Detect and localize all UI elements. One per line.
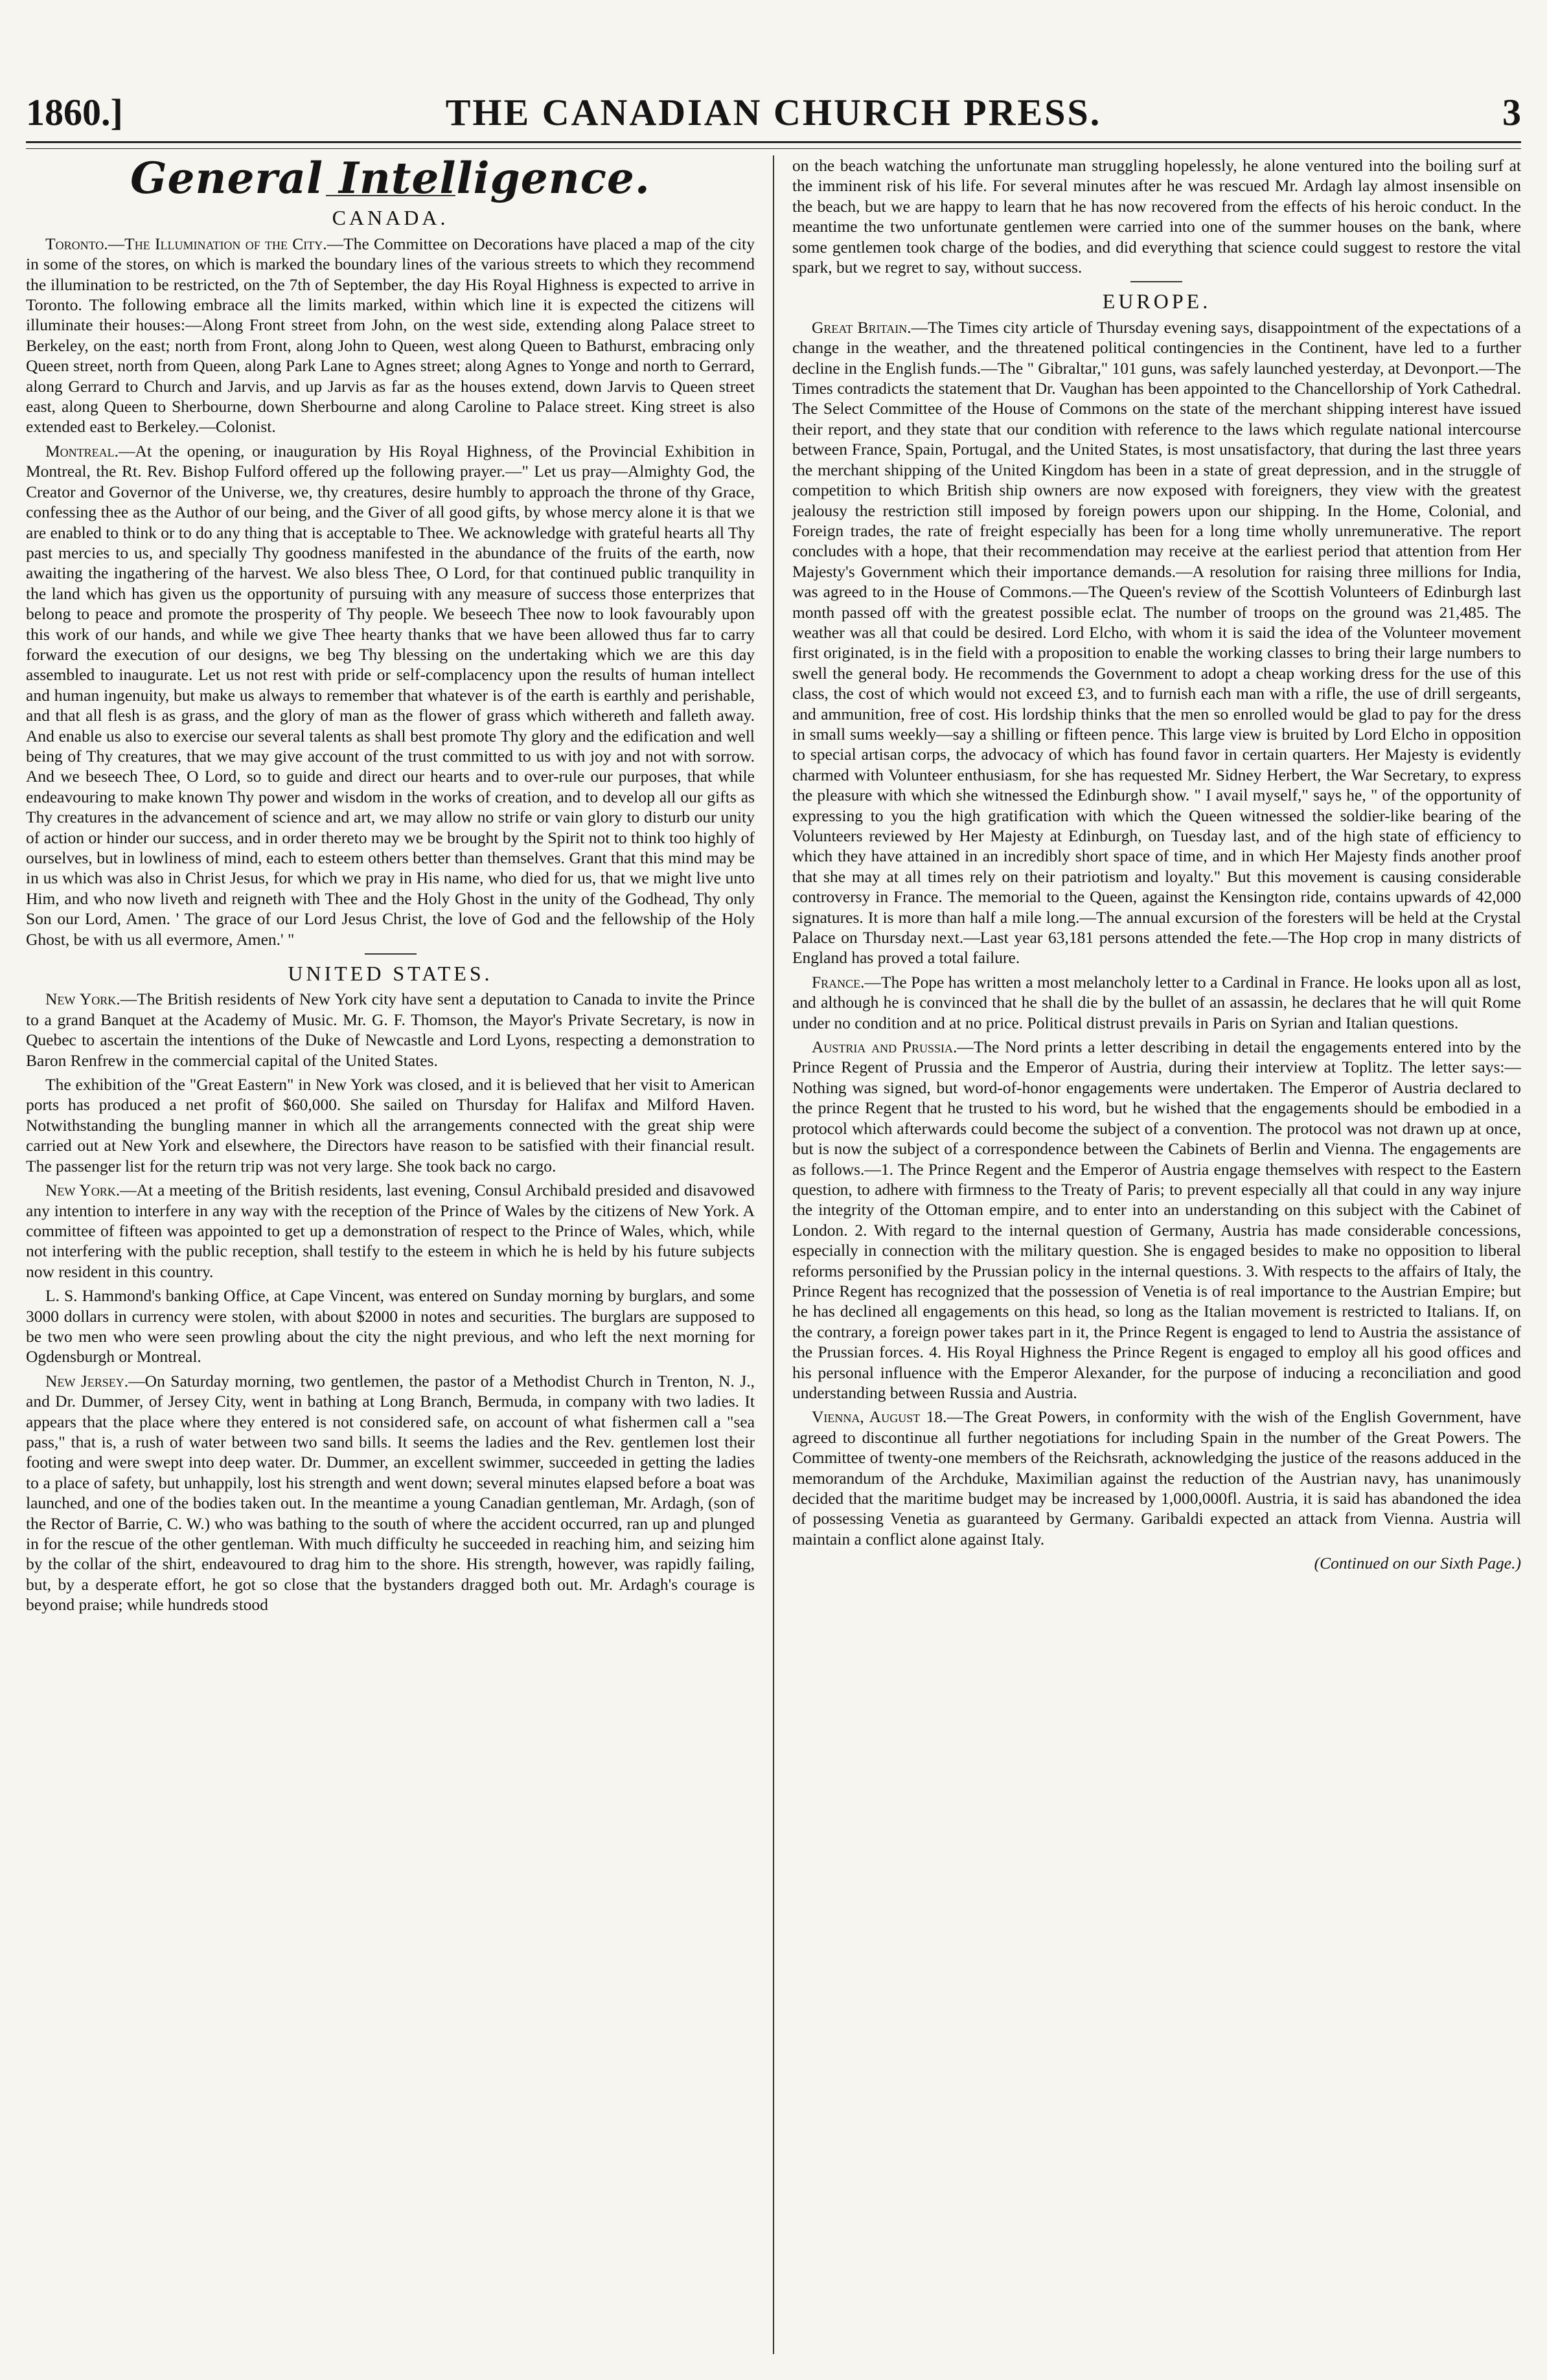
article-text: L. S. Hammond's banking Office, at Cape Vincent, was entered on Sunday morning by burglars, and some 3000 dollars in currency were stolen, with about $2000 in notes and securities. The burglars are supposed to be two men who were seen prowling about the city the night previous, and who left the next morning for Ogdensburgh or Montreal. (26, 1286, 755, 1366)
continued-note: (Continued on our Sixth Page.) (1314, 1554, 1521, 1573)
article-text: —At a meeting of the British residents, last evening, Consul Archibald presided and disavowed any intention to interfere in any way with the reception of the Prince of Wales by the citizens of New York. A committee of fifteen was appointed to get up a demonstration of respect to the Prince of Wales, which, while not interfering with the public reception, shall testify to the esteem in which he is held by his future subjects now resident in this country. (26, 1181, 755, 1281)
columns (26, 155, 1521, 2354)
header-year: 1860.] (26, 91, 123, 133)
continued-paragraph: on the beach watching the unfortunate man struggling hopelessly, he alone ventured into the boiling surf at the imminent risk of his life. For several minutes after he was rescued Mr. Ardagh lay almost insensible on the beach, but we are happy to learn that he has now recovered from the effects of his heroic conduct. In the meantime the two unfortunate gentlemen were carried into one of the summer houses on the bank, where some gentlemen took charge of the bodies, and did everything that science could suggest to restore the vital spark, but we regret to say, without success. (792, 156, 1521, 277)
article-text: —On Saturday morning, two gentlemen, the pastor of a Methodist Church in Trenton, N. J., and Dr. Dummer, of Jersey City, went in bathing at Long Branch, Bermuda, in company with two ladies. It appears that the place where they entered is not considered safe, on account of what fishermen call a "sea pass," that is, a rush of water between two sand bills. It seems the ladies and the Rev. gentlemen lost their footing and were swept into deep water. Dr. Dummer, an excellent swimmer, succeeded in getting the ladies to a place of safety, but unhappily, lost his strength and went down; several minutes elapsed before a boat was launched, and one of the bodies taken out. In the meantime a young Canadian gentleman, Mr. Ardagh, (son of the Rector of Barrie, C. W.) who was bathing to the south of where the accident occurred, ran up and plunged in for the rescue of the other gentleman. With much difficulty he succeeded in reaching him, and seizing him by the collar of the shirt, endeavoured to drag him to the shore. His strength, however, was rapidly failing, but, by a desperate effort, he got so close that the bystanders dragged both out. Mr. Ardagh's courage is beyond praise; while hundreds stood (26, 1371, 755, 1615)
article-paragraph (26, 989, 755, 1071)
section-title: General Intelligence. (130, 155, 650, 203)
article-paragraph (26, 1286, 755, 1367)
section-divider (1130, 281, 1182, 282)
article-text: —The Great Powers, in conformity with the wish of the English Government, have agreed to discontinue all further negotiations for including Spain in the number of the Great Powers. The Committee of twenty-one members of the Reichsrath, acknowledging the justice of the reasons adduced in the memorandum of the Archduke, Maximilian against the reduction of the Austrian navy, has unanimously decided that the maritime budget may be increased by 1,000,000fl. Austria, it is said has abandoned the idea of possessing Venetia as guaranteed by Germany. Garibaldi expected an attack from Vienna. Austria will maintain a conflict alone against Italy. (792, 1407, 1521, 1548)
europe-heading: EUROPE. (1102, 289, 1211, 313)
article-paragraph (792, 972, 1521, 1033)
article-text: The exhibition of the "Great Eastern" in New York was closed, and it is believed that her visit to American ports has produced a net profit of $60,000. She sailed on Thursday for Halifax and Milford Haven. Notwithstanding the bungling manner in which all the arrangements connected with the great ship were carried out at New York and elsewhere, the Directors have reason to be satisfied with their financial result. The passenger list for the return trip was not very large. She took back no cargo. (26, 1075, 755, 1175)
header-rule (26, 141, 1521, 149)
right-column (774, 155, 1521, 2354)
article-lead: Montreal. (45, 441, 119, 460)
article-paragraph (26, 1180, 755, 1282)
article-text: —The Nord prints a letter describing in detail the engagements entered into by the Prince Regent of Prussia and the Emperor of Austria, during their interview at Toplitz. The letter says:—Nothing was signed, but word-of-honor engagements were undertaken. The Emperor of Austria declared to the prince Regent that he trusted to his word, but he wished that the engagements should be embodied in a protocol which afterwards could become the subject of a convention. The protocol was not drawn up at once, but is now the subject of a correspondence between the Cabinets of Berlin and Vienna. The engagements are as follows.—1. The Prince Regent and the Emperor of Austria engage themselves with respect to the Eastern question, to adhere with firmness to the Treaty of Paris; to prevent especially all that could in any way injure the integrity of the Ottoman empire, and to enter into an understanding on this subject with the Cabinet of London. 2. With regard to the internal question of Germany, Austria has made considerable concessions, especially in connection with the military question. She is engaged besides to make no opposition to liberal reforms personified by the Prussian policy in the internal questions. 3. With respects to the affairs of Italy, the Prince Regent has recognized that the possession of Venetia is of real importance to the Austrian Empire; but he has declined all engagements on this head, so long as the Italian movement is restricted to Italians. If, on the contrary, a foreign power takes part in it, the Prince Regent is engaged to lend to Austria the assistance of the Prussian forces. 4. His Royal Highness the Prince Regent is engaged to employ all his good offices and his personal influence with the Emperor Alexander, for the purpose of inducing a reconciliation and good understanding between Russia and Austria. (792, 1037, 1521, 1402)
article-paragraph (792, 1407, 1521, 1549)
article-lead: Toronto.—The Illumination of the City. (45, 234, 327, 253)
article-lead: New York. (45, 1181, 120, 1200)
running-header (26, 91, 1521, 142)
article-text: —The Pope has written a most melancholy letter to a Cardinal in France. He looks upon all as lost, and although he is convinced that he shall die by the bullet of an assassin, he declares that he will quit Rome under no condition and at no price. Political distrust prevails in Paris on Syrian and Italian questions. (792, 972, 1521, 1032)
article-text: —At the opening, or inauguration by His Royal Highness, of the Provincial Exhibition in Montreal, the Rt. Rev. Bishop Fulford offered up the following prayer.—" Let us pray—Almighty God, the Creator and Governor of the Universe, we, thy creatures, desire humbly to approach the throne of thy Grace, confessing thee as the Author of our being, and the Giver of all good gifts, by whose mercy alone it is that we are enabled to think or to do any thing that is acceptable to Thee. We acknowledge with grateful hearts all Thy past mercies to us, and specially Thy goodness manifested in the abundance of the fruits of the earth, now awaiting the ingathering of the harvest. We also bless Thee, O Lord, for that continued public tranquility in the land which has given us the opportunity of pursuing with any measure of success those enterprizes that belong to peace and promote the prosperity of Thy people. We beseech Thee now to look favourably upon this work of our hands, and while we give Thee hearty thanks that we have been allowed thus far to carry forward the execution of our designs, we beg Thy blessing on the undertaking which we are this day assembled to inaugurate. Let us not rest with pride or self-complacency upon the results of human intellect and human ingenuity, but make us always to remember that whatever is of the earth is earthly and perishable, and that all flesh is as grass, and the glory of man as the flower of grass which withereth and falleth away. And enable us also to exercise our several talents as shall best promote Thy glory and the edification and well being of Thy creatures, that we may give account of the trust committed to us with joy and not with sorrow. And we beseech Thee, O Lord, so to guide and direct our hearts and to over-rule our purposes, that while endeavouring to make known Thy power and wisdom in the works of creation, and to develop all our gifts as Thy creatures in the advancement of science and art, we may allow no strife or vain glory to disturb our unity of action or hinder our success, and in order thereto may we be brought by the Spirit not to think too highly of ourselves, but in lowliness of mind, each to esteem others better than themselves. Grant that this mind may be in us which was also in Christ Jesus, for which we pray in His name, who died for us, that we might live unto Him, and who now liveth and reigneth with Thee and the Holy Ghost in the unity of the Godhead, Thy only Son our Lord, Amen. ' The grace of our Lord Jesus Christ, the love of God and the fellowship of the Holy Ghost, be with us all evermore, Amen.' " (26, 441, 755, 949)
header-title: THE CANADIAN CHURCH PRESS. (445, 91, 1102, 133)
section-divider (365, 953, 417, 955)
article-paragraph (792, 317, 1521, 968)
article-text: —The Committee on Decorations have placed a map of the city in some of the stores, on which is marked the boundary lines of the various streets to which they recommend the illumination to be restricted, on the 7th of September, the day His Royal Highness is expected to arrive in Toronto. The following embrace all the limits marked, within which line it is expected the citizens will illuminate their houses:—Along Front street from John, on the west side, extending along Palace street to Berkeley, on the east; north from Front, along John to Queen, west along Queen to Bathurst, embracing only Queen street, north from Queen, along Park Lane to Agnes street; along Agnes to Yonge and north to Gerrard, along Gerrard to Church and Jarvis, and up Jarvis as far as the houses extend, down Jarvis to Queen street east, along Queen to Sherbourne, down Sherbourne and along Caroline to Palace street. King street is also extended east to Berkeley.—Colonist. (26, 234, 755, 436)
article-paragraph (792, 1037, 1521, 1403)
article-lead: France. (811, 972, 865, 992)
article-paragraph (26, 234, 755, 437)
article-text: —The British residents of New York city have sent a deputation to Canada to invite the Prince to a grand Banquet at the Academy of Music. Mr. G. F. Thomson, the Mayor's Private Secretary, is now in Quebec to ascertain the intentions of the Duke of Newcastle and Lord Lyons, respecting a demonstration to Baron Renfrew in the commercial capital of the United States. (26, 990, 755, 1070)
article-lead: Vienna, August 18. (811, 1407, 947, 1427)
article-paragraph (26, 441, 755, 949)
article-paragraph (26, 1371, 755, 1615)
article-text: —The Times city article of Thursday evening says, disappointment of the expectations of a change in the weather, and the threatened political contingencies in the Continent, have led to a further decline in the English funds.—The " Gibraltar," 101 guns, was safely launched yesterday, at Devonport.—The Times contradicts the statement that Dr. Vaughan has been appointed to the Chancellorship of York Cathedral. The Select Committee of the House of Commons on the state of the merchant shipping interest have issued their report, and they state that our condition with reference to the laws which regulate national intercourse between France, Spain, Portugal, and the United States, is most unsatisfactory, that during the last three years the merchant shipping of the United Kingdom has been in a state of great depression, and in the struggle of competition to which British ship owners are now exposed with foreigners, they view with the greatest jealousy the restriction still imposed by foreign powers upon our shipping. In the Home, Colonial, and Foreign trades, the rate of freight especially has been for a long time wholly unremunerative. The report concludes with a hope, that their recommendation may receive at the earliest period that attention from Her Majesty's Government which their importance demands.—A resolution for raising three millions for India, was agreed to in the House of Commons.—The Queen's review of the Scottish Volunteers of Edinburgh last month passed off with the greatest possible eclat. The number of troops on the ground was 21,485. The weather was all that could be desired. Lord Elcho, with whom it is said the idea of the Volunteer movement first originated, is in the field with a proposition to enable the working classes to bring their large numbers to swell the general body. He recommends the Government to adopt a cheap working dress for the use of this class, the cost of which would not exceed £3, and to furnish each man with a rifle, the use of drill sergeants, and ammunition, free of cost. His lordship thinks that the men so enrolled would be glad to pay for the dress in small sums weekly—say a shilling or fifteen pence. This large view is bruited by Lord Elcho in opposition to special artisan corps, the advocacy of which has found favor in certain quarters. Her Majesty is evidently charmed with Volunteer enthusiasm, for she has requested Mr. Sidney Herbert, the War Secretary, to express the pleasure with which she witnessed the Edinburgh show. " I avail myself," says he, " of the opportunity of expressing to you the high gratification with which the Queen witnessed the soldier-like bearing of the Volunteers reviewed by Her Majesty at Edinburgh, on Tuesday last, and of the high state of efficiency to which they have attained in an incredibly short space of time, and in which Her Majesty finds another proof that she may at all times rely on their patriotism and loyalty." But this movement is causing considerable controversy in France. The memorial to the Queen, against the Kensington ride, contains upwards of 42,000 signatures. It is more than half a mile long.—The annual excursion of the foresters will be held at the Crystal Palace on Thursday next.—Last year 63,181 persons attended the fete.—The Hop crop in many districts of England has proved a total failure. (792, 317, 1521, 968)
article-lead: New York. (45, 990, 120, 1009)
left-column (26, 155, 773, 2354)
article-lead: New Jersey. (45, 1371, 129, 1390)
header-page-number: 3 (1502, 91, 1521, 133)
article-paragraph (26, 1074, 755, 1176)
united-states-heading: UNITED STATES. (288, 962, 493, 986)
article-lead: Austria and Prussia. (811, 1037, 957, 1057)
article-lead: Great Britain. (811, 317, 911, 337)
canada-heading: CANADA. (332, 206, 449, 230)
